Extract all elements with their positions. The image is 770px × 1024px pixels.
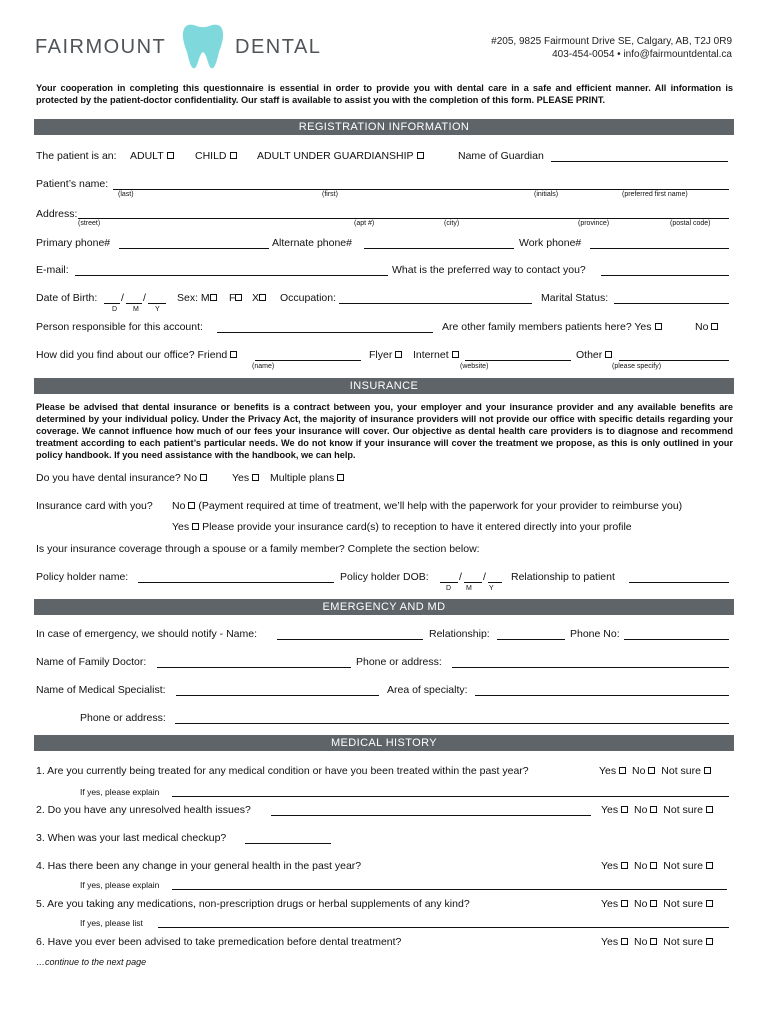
tooth-icon — [178, 22, 228, 72]
card-question-label: Insurance card with you? — [36, 500, 153, 512]
responsible-field[interactable] — [217, 332, 433, 333]
card-no-label: No — [172, 500, 186, 512]
family-no-label: No — [695, 321, 709, 333]
family-patients-label: Are other family members patients here? Yes — [442, 321, 652, 333]
insurance-advisory: Please be advised that dental insurance or benefits is a contract between you, your employer and your insurance provider and any available benefits are determined by your individual policy. Under the Privacy Act, the majority of insurance providers will not provide our office with specific details regarding your coverage. We cannot influence how much of our fees your insurance will cover. Our objective as dental health care providers is to diagnose and recommend treatment according to each patient’s particular needs. We do not know if your insurance will cover the treatment we propose, as this is only outlined in your policy handbook. If you need assistance with the handbook, we can help. — [36, 402, 733, 460]
have-insurance-label: Do you have dental insurance? No — [36, 472, 198, 484]
guardian-name-label: Name of Guardian — [458, 150, 544, 162]
patient-name-field[interactable] — [113, 189, 729, 190]
guardian-name-field[interactable] — [551, 161, 728, 162]
q1-no-label: No — [631, 765, 646, 777]
checkbox-sex-f[interactable] — [235, 294, 242, 301]
multiple-plans-option[interactable] — [270, 472, 344, 484]
checkbox-sex-m[interactable] — [210, 294, 217, 301]
checkbox-q6-notsure[interactable] — [706, 938, 713, 945]
dob-y-hint: Y — [155, 306, 160, 313]
q5-answers[interactable] — [601, 898, 713, 910]
contact-block — [491, 35, 732, 61]
have-insurance-yes-option[interactable] — [232, 472, 259, 484]
multiple-plans-label: Multiple plans — [270, 472, 335, 484]
other-label: Other — [576, 349, 603, 361]
q2-yes-label: Yes — [601, 804, 619, 816]
sex-m-label: Sex: M — [177, 292, 210, 304]
flyer-label: Flyer — [369, 349, 393, 361]
logo — [35, 22, 325, 72]
q4-yes-label: Yes — [601, 860, 619, 872]
medical-q5: 5. Are you taking any medications, non-prescription drugs or herbal supplements of any kind? — [36, 898, 470, 910]
logo-word-dental: DENTAL — [235, 36, 322, 58]
patient-type-label: The patient is an: — [36, 150, 117, 162]
checkbox-sex-x[interactable] — [259, 294, 266, 301]
hint-specify: (please specify) — [612, 363, 662, 370]
hint-city: (city) — [444, 220, 460, 227]
intro-text: Your cooperation in completing this questionnaire is essential in order to provide you with dental care in a safe and efficient manner. All information is protected by the patient-doctor confidentiality. Our staff is available to assist you with the completion of this form. PLEASE PRINT. — [36, 83, 733, 105]
checkbox-q1-no[interactable] — [648, 767, 655, 774]
alternate-phone-label: Alternate phone# — [272, 237, 352, 249]
dob-day-field[interactable] — [104, 303, 120, 304]
q5-notsure-label: Not sure — [663, 898, 703, 910]
checkbox-q1-yes[interactable] — [619, 767, 626, 774]
emergency-phone-label: Phone No: — [570, 628, 620, 640]
primary-phone-field[interactable] — [119, 248, 269, 249]
holder-dob-label: Policy holder DOB: — [340, 571, 429, 583]
dob-year-field[interactable] — [148, 303, 166, 304]
dob-slash-2: / — [143, 292, 146, 304]
checkbox-insurance-no[interactable] — [200, 474, 207, 481]
hint-first: (first) — [322, 191, 338, 198]
emergency-name-label: In case of emergency, we should notify - Name: — [36, 628, 257, 640]
q4-no-label: No — [633, 860, 648, 872]
family-no-option[interactable] — [695, 321, 718, 333]
family-doctor-label: Name of Family Doctor: — [36, 656, 147, 668]
specialist-label: Name of Medical Specialist: — [36, 684, 166, 696]
doctor-phone-label: Phone or address: — [356, 656, 442, 668]
sex-f-label: F — [229, 292, 236, 304]
q1-notsure-label: Not sure — [661, 765, 701, 777]
checkbox-flyer[interactable] — [395, 351, 402, 358]
option-adult[interactable] — [130, 150, 174, 162]
sex-m-option[interactable] — [177, 292, 217, 304]
checkbox-child[interactable] — [230, 152, 237, 159]
q6-answers[interactable] — [601, 936, 713, 948]
section-header-medical: MEDICAL HISTORY — [34, 735, 734, 751]
checkbox-q6-yes[interactable] — [621, 938, 628, 945]
q4-explain-field[interactable] — [172, 889, 727, 890]
dob-m-hint: M — [133, 306, 139, 313]
medical-q2: 2. Do you have any unresolved health issues? — [36, 804, 251, 816]
sex-x-option[interactable] — [252, 292, 266, 304]
specialty-label: Area of specialty: — [387, 684, 468, 696]
preferred-contact-label: What is the preferred way to contact you? — [392, 264, 586, 276]
holder-dob-year-field[interactable] — [488, 582, 502, 583]
card-yes-text: Please provide your insurance card(s) to reception to have it entered directly into your profile — [202, 521, 632, 533]
checkbox-multiple-plans[interactable] — [337, 474, 344, 481]
specialist-phone-field[interactable] — [175, 723, 729, 724]
family-doctor-field[interactable] — [157, 667, 351, 668]
q4-answers[interactable] — [601, 860, 713, 872]
checkbox-q5-yes[interactable] — [621, 900, 628, 907]
relationship-to-patient-field[interactable] — [629, 582, 729, 583]
hint-website: (website) — [460, 363, 489, 370]
option-guardianship[interactable] — [257, 150, 424, 162]
emergency-phone-field[interactable] — [624, 639, 729, 640]
option-guardianship-label: ADULT UNDER GUARDIANSHIP — [257, 150, 414, 162]
alternate-phone-field[interactable] — [364, 248, 514, 249]
doctor-phone-field[interactable] — [452, 667, 729, 668]
hint-last: (last) — [118, 191, 134, 198]
specialist-field[interactable] — [176, 695, 379, 696]
dob-d-hint: D — [112, 306, 118, 313]
q2-field[interactable] — [271, 815, 591, 816]
q3-field[interactable] — [245, 843, 331, 844]
emergency-name-field[interactable] — [277, 639, 423, 640]
holder-dob-slash-1: / — [459, 571, 462, 583]
q5-list-field[interactable] — [158, 927, 729, 928]
family-yes-option[interactable] — [442, 321, 662, 333]
hint-postal: (postal code) — [670, 220, 711, 227]
address-label: Address: — [36, 208, 78, 220]
checkbox-friend[interactable] — [230, 351, 237, 358]
primary-phone-label: Primary phone# — [36, 237, 111, 249]
card-yes-label: Yes — [172, 521, 190, 533]
logo-word-fairmount: FAIRMOUNT — [35, 36, 167, 58]
work-phone-label: Work phone# — [519, 237, 582, 249]
checkbox-q5-notsure[interactable] — [706, 900, 713, 907]
marital-field[interactable] — [614, 303, 729, 304]
spouse-coverage-label: Is your insurance coverage through a spouse or a family member? Complete the section below: — [36, 543, 480, 555]
sex-x-label: X — [252, 292, 260, 304]
referral-other-option[interactable] — [576, 349, 612, 361]
checkbox-q4-notsure[interactable] — [706, 862, 713, 869]
emergency-relationship-label: Relationship: — [429, 628, 490, 640]
checkbox-insurance-yes[interactable] — [252, 474, 259, 481]
hint-street: (street) — [78, 220, 101, 227]
sex-f-option[interactable] — [229, 292, 242, 304]
q5-no-label: No — [633, 898, 648, 910]
office-phone-email: 403-454-0054 • info@fairmountdental.ca — [552, 49, 732, 60]
dob-month-field[interactable] — [126, 303, 142, 304]
checkbox-adult[interactable] — [167, 152, 174, 159]
referral-friend-option[interactable] — [36, 349, 237, 361]
q5-list-label: If yes, please list — [80, 918, 143, 928]
email-field[interactable] — [75, 275, 388, 276]
relationship-to-patient-label: Relationship to patient — [511, 571, 615, 583]
q2-answers[interactable] — [601, 804, 713, 816]
checkbox-other[interactable] — [605, 351, 612, 358]
dob-slash-1: / — [121, 292, 124, 304]
checkbox-q4-no[interactable] — [650, 862, 657, 869]
other-field[interactable] — [619, 360, 729, 361]
option-adult-label: ADULT — [130, 150, 164, 162]
patient-name-label: Patient’s name: — [36, 178, 109, 190]
q2-notsure-label: Not sure — [663, 804, 703, 816]
q6-yes-label: Yes — [601, 936, 619, 948]
checkbox-q4-yes[interactable] — [621, 862, 628, 869]
continue-note: …continue to the next page — [36, 957, 147, 967]
marital-label: Marital Status: — [541, 292, 609, 304]
medical-q6: 6. Have you ever been advised to take premedication before dental treatment? — [36, 936, 402, 948]
q2-no-label: No — [633, 804, 648, 816]
specialty-field[interactable] — [475, 695, 729, 696]
card-no-text: (Payment required at time of treatment, we’ll help with the paperwork for your provider to reimburse you) — [198, 500, 683, 512]
q6-no-label: No — [633, 936, 648, 948]
dob-label: Date of Birth: — [36, 292, 98, 304]
q5-yes-label: Yes — [601, 898, 619, 910]
holder-dob-day-field[interactable] — [440, 582, 458, 583]
holder-name-field[interactable] — [138, 582, 334, 583]
referral-flyer-option[interactable] — [369, 349, 402, 361]
section-header-insurance: INSURANCE — [34, 378, 734, 394]
office-address: #205, 9825 Fairmount Drive SE, Calgary, AB, T2J 0R9 — [491, 36, 732, 47]
hint-name: (name) — [252, 363, 275, 370]
hint-province: (province) — [578, 220, 610, 227]
preferred-contact-field[interactable] — [601, 275, 729, 276]
checkbox-q2-yes[interactable] — [621, 806, 628, 813]
q1-explain-label: If yes, please explain — [80, 787, 160, 797]
checkbox-family-no[interactable] — [711, 323, 718, 330]
holder-dob-m-hint: M — [466, 585, 472, 592]
checkbox-q2-no[interactable] — [650, 806, 657, 813]
checkbox-guardianship[interactable] — [417, 152, 424, 159]
specialist-phone-label: Phone or address: — [80, 712, 166, 724]
email-label: E-mail: — [36, 264, 69, 276]
occupation-field[interactable] — [339, 303, 532, 304]
checkbox-internet[interactable] — [452, 351, 459, 358]
q1-yes-label: Yes — [599, 765, 617, 777]
checkbox-q5-no[interactable] — [650, 900, 657, 907]
hint-initials: (initials) — [534, 191, 559, 198]
medical-q1: 1. Are you currently being treated for any medical condition or have you been treated within the past year? — [36, 765, 529, 777]
q1-answers[interactable] — [599, 765, 711, 777]
holder-name-label: Policy holder name: — [36, 571, 129, 583]
checkbox-q1-notsure[interactable] — [704, 767, 711, 774]
medical-q4: 4. Has there been any change in your general health in the past year? — [36, 860, 362, 872]
holder-dob-y-hint: Y — [489, 585, 494, 592]
friend-name-field[interactable] — [255, 360, 361, 361]
medical-q3: 3. When was your last medical checkup? — [36, 832, 227, 844]
holder-dob-slash-2: / — [483, 571, 486, 583]
how-find-label: How did you find about our office? Friend — [36, 349, 228, 361]
emergency-relationship-field[interactable] — [497, 639, 565, 640]
responsible-label: Person responsible for this account: — [36, 321, 203, 333]
referral-internet-option[interactable] — [413, 349, 459, 361]
card-no-option[interactable] — [172, 500, 682, 512]
hint-apt: (apt #) — [354, 220, 375, 227]
checkbox-q2-notsure[interactable] — [706, 806, 713, 813]
section-header-emergency: EMERGENCY AND MD — [34, 599, 734, 615]
q4-explain-label: If yes, please explain — [80, 880, 160, 890]
have-insurance-no-option[interactable] — [36, 472, 207, 484]
checkbox-card-no[interactable] — [188, 502, 195, 509]
insurance-yes-label: Yes — [232, 472, 250, 484]
holder-dob-month-field[interactable] — [464, 582, 482, 583]
work-phone-field[interactable] — [590, 248, 729, 249]
q6-notsure-label: Not sure — [663, 936, 703, 948]
internet-label: Internet — [413, 349, 449, 361]
checkbox-q6-no[interactable] — [650, 938, 657, 945]
checkbox-family-yes[interactable] — [655, 323, 662, 330]
option-child-label: CHILD — [195, 150, 227, 162]
holder-dob-d-hint: D — [446, 585, 452, 592]
hint-preferred: (preferred first name) — [622, 191, 688, 198]
option-child[interactable] — [195, 150, 237, 162]
section-header-registration: REGISTRATION INFORMATION — [34, 119, 734, 135]
occupation-label: Occupation: — [280, 292, 337, 304]
card-yes-option[interactable] — [172, 521, 632, 533]
address-field[interactable] — [78, 218, 729, 219]
q1-explain-field[interactable] — [172, 796, 729, 797]
q4-notsure-label: Not sure — [663, 860, 703, 872]
checkbox-card-yes[interactable] — [192, 523, 199, 530]
website-field[interactable] — [465, 360, 571, 361]
